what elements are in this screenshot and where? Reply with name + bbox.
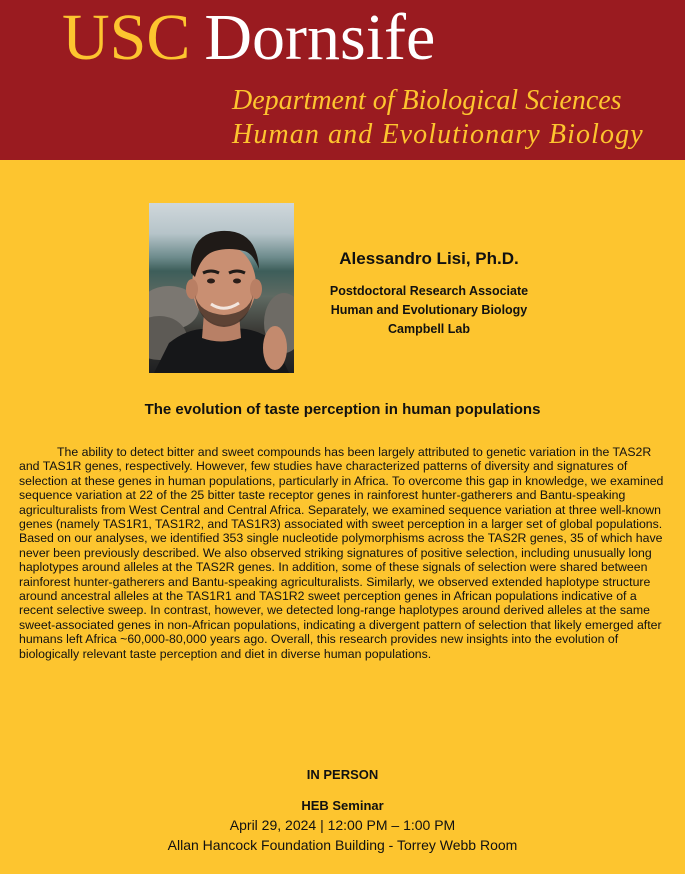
event-format: IN PERSON bbox=[306, 767, 379, 782]
department-name: Department of Biological Sciences bbox=[232, 85, 622, 116]
speaker-program: Human and Evolutionary Biology bbox=[330, 303, 528, 317]
speaker-lab: Campbell Lab bbox=[388, 322, 470, 336]
speaker-portrait-image bbox=[149, 203, 294, 373]
speaker-photo bbox=[149, 203, 294, 373]
speaker-name: Alessandro Lisi, Ph.D. bbox=[339, 249, 519, 268]
event-venue: Allan Hancock Foundation Building - Torrey Webb Room bbox=[167, 837, 518, 853]
seminar-series: HEB Seminar bbox=[301, 798, 384, 813]
usc-dornsife-logo bbox=[62, 2, 435, 74]
logo-usc: USC bbox=[62, 1, 191, 74]
talk-abstract: The ability to detect bitter and sweet compounds has been largely attributed to genetic variation in the TAS2R and TAS1R genes, respectively. However, few studies have characterized patterns of diversity and signatures of selection at these genes in human populations, particularly in Africa. To overcome this gap in knowledge, we examined sequence variation at 22 of the 25 bitter taste receptor genes in rainforest hunter-gatherers and Bantu-speaking agriculturalists from West Central and Central Africa. Separately, we examined sequence variation at three well-known genes (namely TAS1R1, TAS1R2, and TAS1R3) associated with sweet perception in a larger set of global populations. Based on our analyses, we identified 353 single nucleotide polymorphisms across the TAS2R genes, 35 of which have never been previously described. We also observed striking signatures of positive selection, including unusually long haplotypes around alleles at the TAS2R genes. In addition, some of these signals of selection were shared between rainforest hunter-gatherers and Bantu-speaking agriculturalists. Similarly, we observed extended haplotype structure around ancestral alleles at the TAS1R1 and TAS1R2 sweet perception genes in African populations indicative of a recent selective sweep. In contrast, however, we detected long-range haplotypes around derived alleles at the same sweet-associated genes in non-African populations, indicating a divergent pattern of selection that likely emerged after humans left Africa ~60,000-80,000 years ago. Overall, this research provides new insights into the evolution of biologically relevant taste perception and diet in diverse human populations. bbox=[19, 445, 664, 661]
header-banner bbox=[0, 0, 685, 160]
program-name: Human and Evolutionary Biology bbox=[232, 119, 644, 150]
talk-title: The evolution of taste perception in human populations bbox=[144, 401, 541, 418]
logo-dornsife: Dornsife bbox=[204, 1, 436, 74]
speaker-affiliation bbox=[294, 282, 564, 339]
department-heading bbox=[232, 84, 644, 152]
speaker-position: Postdoctoral Research Associate bbox=[329, 284, 529, 298]
event-datetime: April 29, 2024 | 12:00 PM – 1:00 PM bbox=[229, 817, 456, 833]
